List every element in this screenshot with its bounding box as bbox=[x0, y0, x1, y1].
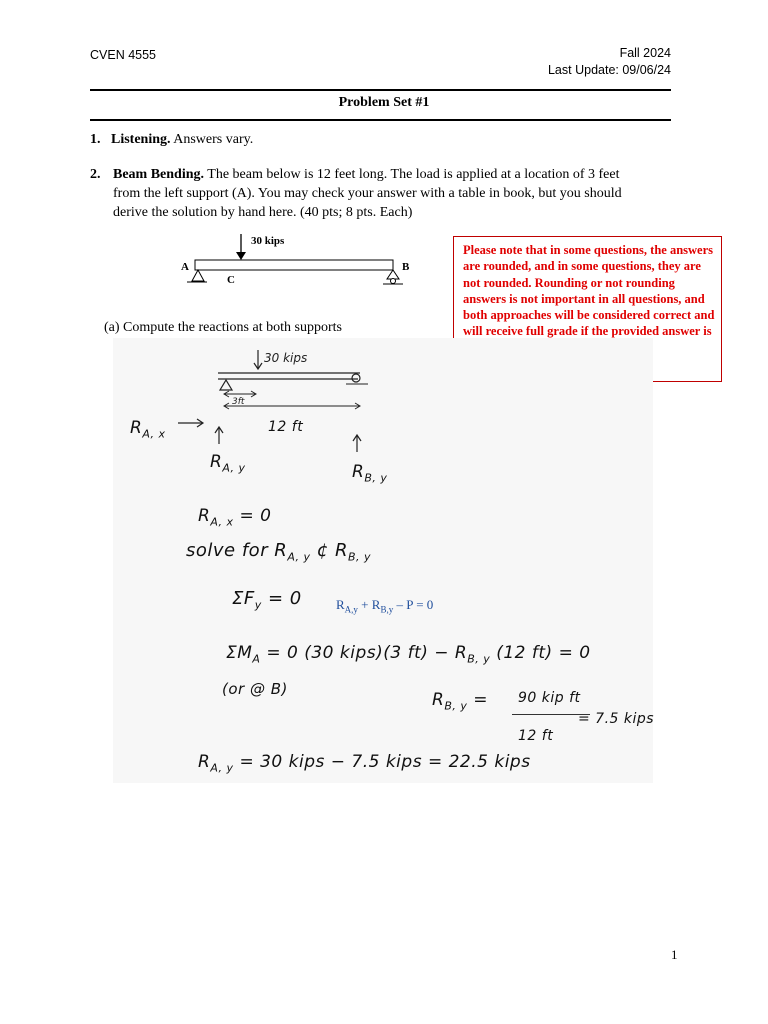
question-2 bbox=[113, 165, 683, 222]
page-number: 1 bbox=[671, 947, 678, 962]
hand-dist-label: 3ft bbox=[232, 397, 245, 407]
load-arrow-head bbox=[236, 252, 246, 260]
hand-arrow-up-b bbox=[350, 432, 364, 454]
q1-heading: Listening. bbox=[111, 132, 171, 147]
hand-rax: $R_{A, x}$ bbox=[130, 418, 166, 441]
hand-arrow-right bbox=[176, 416, 206, 430]
hand-or-b: (or @ B) bbox=[222, 680, 288, 698]
hand-sum-ma: $\Sigma M_A = 0$ (30 kips)(3 $ft) - R_{B, y}$ (12 ft) = 0 bbox=[226, 643, 591, 666]
page-title: Problem Set #1 bbox=[338, 95, 430, 110]
hand-beam-sketch bbox=[200, 346, 390, 418]
hand-arrow-up-a bbox=[212, 424, 226, 446]
q2-heading: Beam Bending. bbox=[113, 167, 205, 182]
hand-ray: $R_{A, y}$ bbox=[210, 452, 246, 475]
course-code: CVEN 4555 bbox=[90, 48, 157, 62]
q2-line-3: derive the solution by hand here. (40 pts; 8 pts. Each) bbox=[113, 205, 413, 220]
hand-rby-eq: $R_{B, y}$ = bbox=[432, 690, 489, 713]
typed-equilibrium-eq: $R_{A,y} + R_{B,y} - P = 0$ bbox=[336, 597, 434, 615]
title-rule bbox=[90, 119, 671, 121]
label-a: A bbox=[181, 261, 189, 273]
hand-span-label: 12 ft bbox=[268, 419, 304, 435]
hand-solve-line: solve for $R_{A, y}$ ¢ $R_{B, y}$ bbox=[186, 540, 372, 564]
q1-number: 1. bbox=[90, 132, 101, 147]
top-rule bbox=[90, 89, 671, 91]
pin-support-a bbox=[192, 270, 204, 281]
q2-line-1: The beam below is 12 feet long. The load is applied at a location of 3 feet bbox=[204, 167, 620, 182]
hand-load-label: 30 kips bbox=[264, 351, 308, 365]
part-a-prompt: (a) Compute the reactions at both supports bbox=[104, 320, 342, 335]
question-1 bbox=[90, 130, 253, 149]
hand-ray-eq: $R_{A, y} = 30$ kips − 7.5 kips = 22.5 kips bbox=[198, 752, 531, 775]
hand-rby-numerator: 90 kip ft bbox=[518, 690, 581, 706]
label-b: B bbox=[402, 261, 410, 273]
q2-line-2: from the left support (A). You may check your answer with a table in book, but you should bbox=[113, 186, 622, 201]
hand-rby-result: = 7.5 kips bbox=[578, 711, 655, 727]
roller-support-b bbox=[387, 270, 399, 279]
rounding-note: Please note that in some questions, the answers are rounded, and in some questions, they are not rounded. Rounding or not rounding answers is not important in all questions, and both approaches will be considered correct and will receive full grade if the provided answer is bbox=[453, 236, 722, 382]
label-c: C bbox=[227, 274, 235, 286]
q1-text: Answers vary. bbox=[170, 132, 254, 147]
hand-sum-fy: $\Sigma F_y = 0$ bbox=[232, 588, 302, 612]
hand-rby-denominator: 12 ft bbox=[518, 728, 554, 744]
last-update: Last Update: 09/06/24 bbox=[547, 63, 671, 77]
beam-rect bbox=[195, 260, 393, 270]
beam-diagram bbox=[175, 228, 415, 290]
hand-eq-rax: $R_{A, x} = 0$ bbox=[198, 506, 272, 529]
load-label: 30 kips bbox=[251, 235, 285, 247]
q2-number: 2. bbox=[90, 167, 101, 182]
term: Fall 2024 bbox=[619, 46, 671, 60]
roller-wheel bbox=[391, 279, 396, 284]
hand-rby: $R_{B, y}$ bbox=[352, 462, 388, 485]
